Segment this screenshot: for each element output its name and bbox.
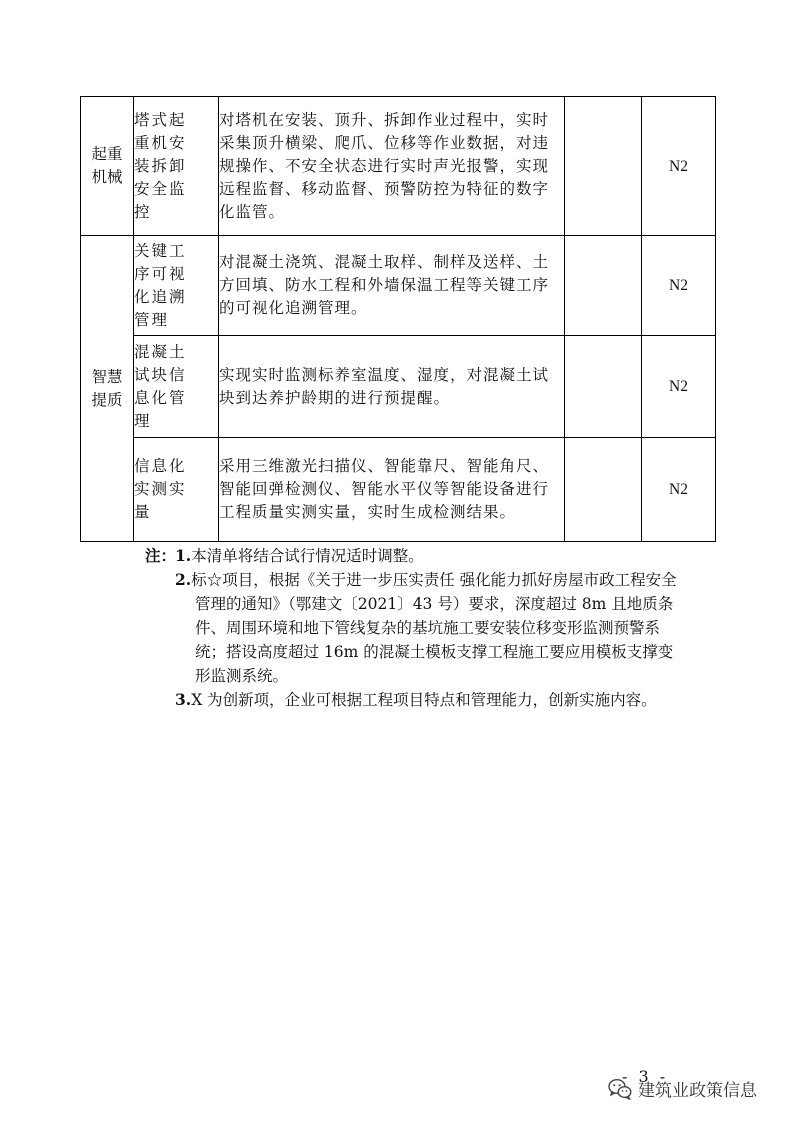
note-text: 标☆项目，根据《关于进一步压实责任 强化能力抓好房屋市政工程安全管理的通知》（鄂建文〔2021〕43 号）要求，深度超过 8m 且地质条件、周围环境和地下管线复杂的基坑施工要安装位移变形监测预警系统；搭设高度超过 16m 的混凝土模板支撑工程施工要应用模板支撑变形监测系统。 <box>191 571 677 685</box>
description-cell: 实现实时监测标养室温度、湿度，对混凝土试块到达养护龄期的进行预提醒。 <box>219 336 565 438</box>
requirements-table <box>80 96 716 542</box>
description-cell: 对混凝土浇筑、混凝土取样、制样及送样、土方回填、防水工程和外墙保温工程等关键工序的可视化追溯管理。 <box>219 236 565 336</box>
note-text: X 为创新项，企业可根据工程项目特点和管理能力，创新实施内容。 <box>191 691 657 709</box>
watermark-text: 建筑业政策信息 <box>638 1081 757 1101</box>
code-cell: N2 <box>642 236 716 336</box>
note-number: 1. <box>175 546 192 565</box>
code-cell: N2 <box>642 336 716 438</box>
code-cell: N2 <box>642 97 716 236</box>
note-item <box>145 568 685 688</box>
table-row <box>81 97 716 236</box>
item-cell: 混凝土 试块信 息化管 理 <box>134 336 219 438</box>
item-cell: 信息化 实测实 量 <box>134 438 219 542</box>
item-cell: 关键工 序可视 化追溯 管理 <box>134 236 219 336</box>
table-row <box>81 336 716 438</box>
category-cell: 智慧 提质 <box>81 236 134 542</box>
note-item <box>145 544 685 568</box>
table-row <box>81 438 716 542</box>
item-cell: 塔式起 重机安 装拆卸 安全监 控 <box>134 97 219 236</box>
blank-cell <box>565 336 642 438</box>
table-row <box>81 236 716 336</box>
notes-prefix: 注： <box>145 546 177 565</box>
blank-cell <box>565 438 642 542</box>
note-item <box>145 688 685 712</box>
note-number: 2. <box>175 570 192 589</box>
wechat-icon <box>608 1078 632 1100</box>
code-cell: N2 <box>642 438 716 542</box>
category-cell: 起重 机械 <box>81 97 134 236</box>
watermark <box>608 1076 757 1101</box>
page-number: - 3 - <box>622 1067 669 1086</box>
blank-cell <box>565 97 642 236</box>
description-cell: 采用三维激光扫描仪、智能靠尺、智能角尺、智能回弹检测仪、智能水平仪等智能设备进行工程质量实测实量，实时生成检测结果。 <box>219 438 565 542</box>
note-number: 3. <box>175 690 192 709</box>
blank-cell <box>565 236 642 336</box>
note-text: 本清单将结合试行情况适时调整。 <box>191 547 424 565</box>
notes-section <box>145 544 685 712</box>
description-cell: 对塔机在安装、顶升、拆卸作业过程中，实时采集顶升横梁、爬爪、位移等作业数据，对违规操作、不安全状态进行实时声光报警，实现远程监督、移动监督、预警防控为特征的数字化监管。 <box>219 97 565 236</box>
